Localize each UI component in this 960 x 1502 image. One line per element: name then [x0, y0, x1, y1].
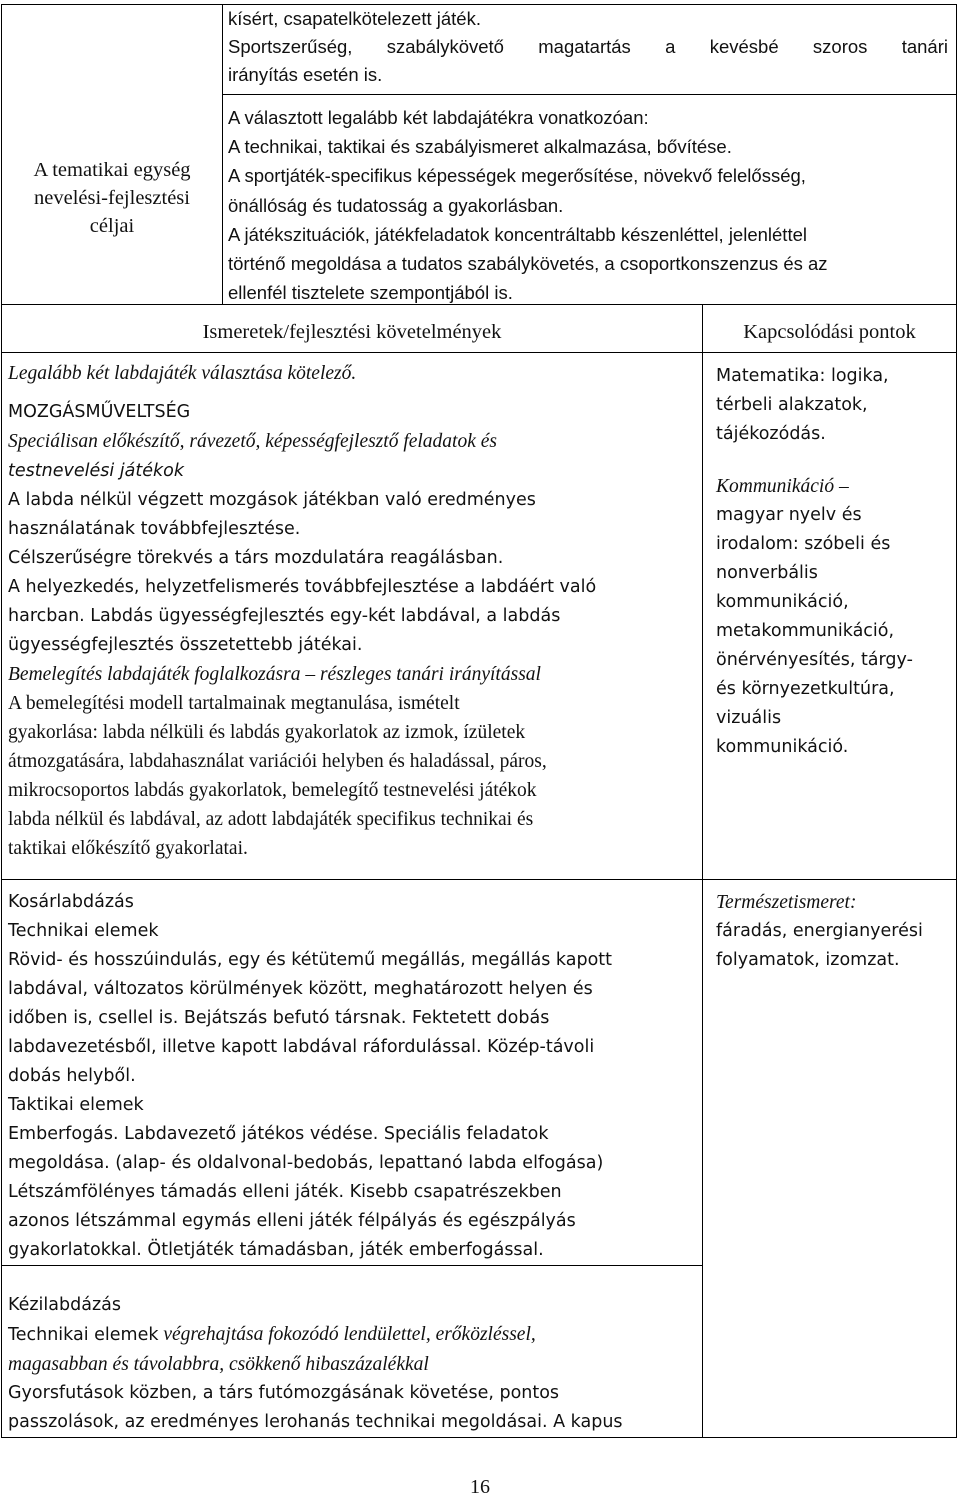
- text-line: A helyezkedés, helyzetfelismerés továbbfejlesztése a labdáért való: [8, 577, 597, 597]
- text-line: A bemelegítési modell tartalmainak megtanulása, ismételt: [8, 693, 460, 714]
- comm-line: kommunikáció,: [716, 592, 849, 612]
- handball-title: Kézilabdázás: [8, 1295, 121, 1315]
- intro-line: Sportszerűség, szabálykövető magatartás a kevésbé szoros tanári: [228, 36, 948, 57]
- intro-divider: [222, 94, 956, 95]
- text-line: harcban. Labdás ügyességfejlesztés egy-két labdával, a labdás: [8, 606, 561, 626]
- comm-line: vizuális: [716, 708, 782, 728]
- header-bottom: [1, 352, 957, 353]
- text-line: taktikai előkészítő gyakorlatai.: [8, 838, 248, 859]
- text-line: Rövid- és hosszúindulás, egy és kétütemű megállás, megállás kapott: [8, 950, 613, 970]
- text-line: Célszerűségre törekvés a társ mozdulatára reagálásban.: [8, 548, 504, 568]
- comm-line: metakommunikáció,: [716, 621, 895, 641]
- comm-line: magyar nyelv és: [716, 505, 862, 525]
- connections-block-2: [716, 888, 952, 975]
- goal-line: A választott legalább két labdajátékra vonatkozóan:: [228, 107, 649, 128]
- intro-line: kísért, csapatelkötelezett játék.: [228, 8, 481, 29]
- requirements-block-1: [8, 359, 698, 863]
- goal-line: A sportjáték-specifikus képességek megerősítése, növekvő felelősség,: [228, 165, 806, 187]
- handball-tech-line: magasabban és távolabbra, csökkenő hibaszázalékkal: [8, 1354, 429, 1375]
- comm-line: és környezetkultúra,: [716, 679, 895, 699]
- section-title-movement: MOZGÁSMŰVELTSÉG: [8, 402, 191, 422]
- basketball-title: Kosárlabdázás: [8, 892, 134, 912]
- text-line: labdával, változatos körülmények között, meghatározott helyen és: [8, 979, 593, 999]
- math-line: tájékozódás.: [716, 424, 826, 444]
- text-line: mikrocsoportos labdás gyakorlatok, bemelegítő testnevelési játékok: [8, 780, 537, 801]
- goal-line: ellenfél tisztelete szempontjából is.: [228, 282, 513, 304]
- nature-line: fáradás, energianyerési: [716, 921, 923, 941]
- text-line: megoldása. (alap- és oldalvonal-bedobás, lepattanó labda elfogása): [8, 1153, 604, 1173]
- text-line: használatának továbbfejlesztése.: [8, 519, 301, 539]
- basketball-block: [8, 888, 698, 1265]
- text-line: időben is, csellel is. Bejátszás befutó társnak. Fektetett dobás: [8, 1008, 550, 1028]
- nature-line: folyamatok, izomzat.: [716, 950, 900, 970]
- math-line: Matematika: logika,: [716, 366, 889, 386]
- requirements-header: Ismeretek/fejlesztési követelmények: [202, 321, 502, 343]
- page-number: 16: [470, 1476, 490, 1498]
- comm-line: irodalom: szóbeli és: [716, 534, 891, 554]
- text-line: átmozgatására, labdahasználat variációi helyben és haladással, páros,: [8, 751, 547, 772]
- math-line: térbeli alakzatok,: [716, 395, 868, 415]
- connections-header: Kapcsolódási pontok: [743, 321, 916, 343]
- goal-line: önállóság és tudatosság a gyakorlásban.: [228, 194, 564, 216]
- connections-block-1: [716, 362, 952, 762]
- text-line: A labda nélkül végzett mozgások játékban való eredményes: [8, 490, 536, 510]
- mandatory-note: Legalább két labdajáték választása kötelező.: [8, 363, 357, 384]
- nature-title: Természetismeret:: [716, 892, 857, 913]
- handball-tech-line: Technikai elemek végrehajtása fokozódó lendülettel, erőközléssel,: [8, 1324, 536, 1345]
- goal-line: A játékszituációk, játékfeladatok koncentráltabb készenléttel, jelenléttel: [228, 223, 807, 245]
- label-line: nevelési-fejlesztési: [34, 187, 190, 209]
- text-line: gyakorlatokkal. Ötletjáték támadásban, játék emberfogással.: [8, 1240, 544, 1260]
- handball-block: [8, 1291, 698, 1437]
- row-divider-2: [1, 1265, 703, 1266]
- goal-line: történő megoldása a tudatos szabálykövetés, a csoportkonszenzus és az: [228, 253, 828, 275]
- intro-text: [228, 5, 948, 89]
- warmup-title: Bemelegítés labdajáték foglalkozásra – részleges tanári irányítással: [8, 664, 541, 685]
- text-line: azonos létszámmal egymás elleni játék félpályás és egészpályás: [8, 1211, 576, 1231]
- label-line: A tematikai egység: [33, 159, 191, 181]
- text-line: gyakorlása: labda nélküli és labdás gyakorlatok az izmok, ízületek: [8, 722, 526, 743]
- table-bottom: [1, 1437, 957, 1438]
- intro-line: irányítás esetén is.: [228, 64, 383, 85]
- text-line: Gyorsfutások közben, a társ futómozgásának követése, pontos: [8, 1383, 560, 1403]
- column-divider: [702, 304, 703, 1438]
- text-line: Létszámfölényes támadás elleni játék. Kisebb csapatrészekben: [8, 1182, 562, 1202]
- text-line: dobás helyből.: [8, 1066, 136, 1086]
- section-subtitle: Speciálisan előkészítő, rávezető, képességfejlesztő feladatok és: [8, 431, 497, 452]
- label-divider: [222, 4, 223, 304]
- goals-text: [228, 103, 948, 307]
- text-line: labdavezetésből, illetve kapott labdával ráfordulással. Közép-távoli: [8, 1037, 595, 1057]
- section-subtitle: testnevelési játékok: [8, 461, 184, 481]
- comm-line: nonverbális: [716, 563, 818, 583]
- unit-goals-label: [2, 156, 222, 240]
- comm-line: kommunikáció.: [716, 737, 849, 757]
- goal-line: A technikai, taktikai és szabályismeret alkalmazása, bővítése.: [228, 136, 732, 158]
- communication-title: Kommunikáció –: [716, 476, 849, 497]
- label-line: céljai: [89, 215, 135, 237]
- tactical-elements-title: Taktikai elemek: [8, 1095, 144, 1115]
- top-border-left: [1, 4, 222, 5]
- text-line: labda nélkül és labdával, az adott labdajáték specifikus technikai és: [8, 809, 534, 830]
- text-line: passzolások, az eredményes lerohanás technikai megoldásai. A kapus: [8, 1412, 623, 1432]
- comm-line: önérvényesítés, tárgy-: [716, 650, 913, 670]
- technical-elements-title: Technikai elemek: [8, 921, 159, 941]
- text-line: Emberfogás. Labdavezető játékos védése. Speciális feladatok: [8, 1124, 549, 1144]
- text-line: ügyességfejlesztés összetettebb játékai.: [8, 635, 363, 655]
- outer-right-border: [956, 4, 957, 1438]
- row-divider: [1, 879, 957, 880]
